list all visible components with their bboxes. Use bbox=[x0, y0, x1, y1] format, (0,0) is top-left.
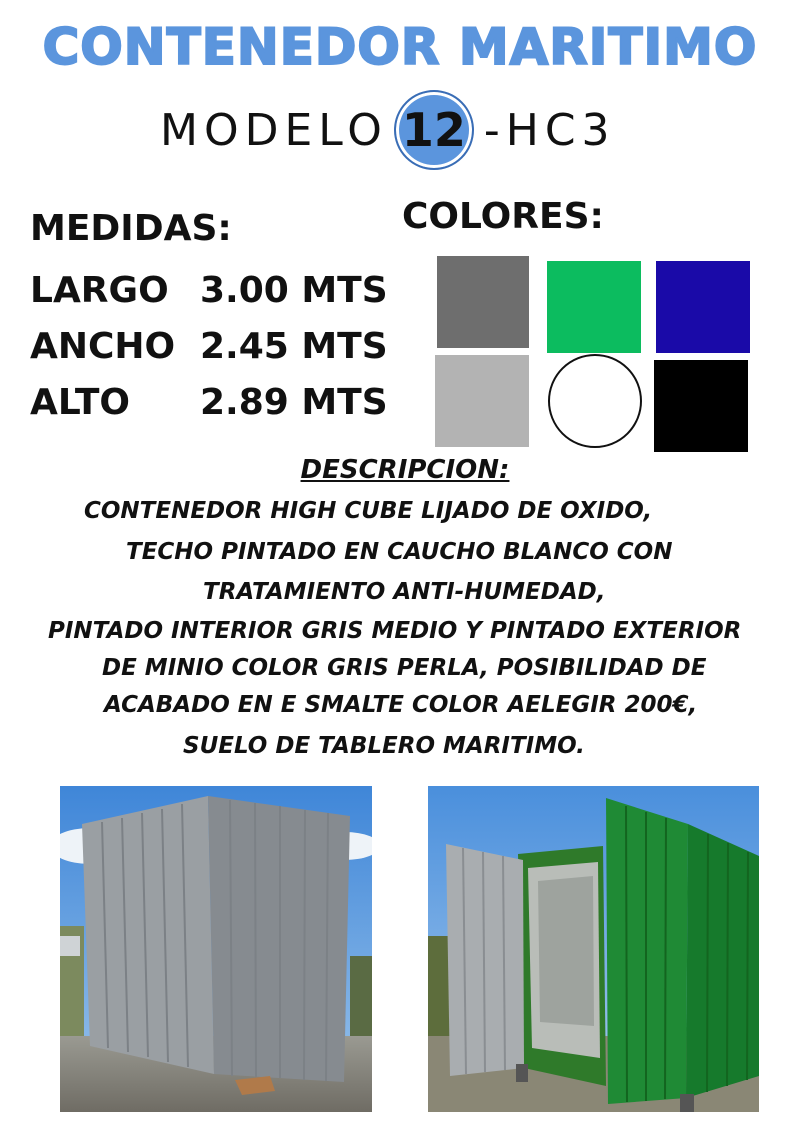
medidas-title: MEDIDAS: bbox=[30, 208, 232, 249]
colores-title: COLORES: bbox=[402, 196, 604, 237]
descripcion-line: SUELO DE TABLERO MARITIMO. bbox=[183, 733, 585, 759]
medida-row-largo bbox=[30, 270, 388, 311]
medida-label: ANCHO bbox=[30, 326, 176, 367]
descripcion-line: DE MINIO COLOR GRIS PERLA, POSIBILIDAD DE bbox=[102, 655, 707, 681]
medida-label: ALTO bbox=[30, 382, 131, 423]
descripcion-line: CONTENEDOR HIGH CUBE LIJADO DE OXIDO, bbox=[84, 498, 653, 524]
page-title: CONTENEDOR MARITIMO bbox=[42, 18, 758, 76]
descripcion-line: TRATAMIENTO ANTI-HUMEDAD, bbox=[203, 579, 606, 605]
descripcion-line: TECHO PINTADO EN CAUCHO BLANCO CON bbox=[126, 539, 673, 565]
medida-value: 2.45 MTS bbox=[200, 326, 388, 367]
modelo-number-badge: 12 bbox=[394, 90, 474, 170]
modelo-heading bbox=[160, 95, 616, 165]
color-swatch-green bbox=[547, 261, 641, 353]
medida-value: 3.00 MTS bbox=[200, 270, 388, 311]
descripcion-line: ACABADO EN E SMALTE COLOR AELEGIR 200€, bbox=[104, 692, 698, 718]
modelo-prefix: MODELO bbox=[160, 104, 388, 156]
medida-label: LARGO bbox=[30, 270, 169, 311]
color-swatch-blue bbox=[656, 261, 750, 353]
green-container-photo bbox=[428, 786, 759, 1112]
medida-value: 2.89 MTS bbox=[200, 382, 388, 423]
color-swatch-light-grey bbox=[435, 355, 529, 447]
descripcion-line: PINTADO INTERIOR GRIS MEDIO Y PINTADO EXTERIOR bbox=[48, 618, 742, 644]
color-swatch-white bbox=[548, 354, 642, 448]
medida-row-ancho bbox=[30, 326, 388, 367]
green-container-illustration bbox=[428, 786, 759, 1112]
descripcion-title: DESCRIPCION: bbox=[300, 455, 510, 485]
medida-row-alto bbox=[30, 382, 388, 423]
modelo-suffix: -HC3 bbox=[483, 104, 616, 156]
grey-container-photo bbox=[60, 786, 372, 1112]
color-swatch-dark-grey bbox=[437, 256, 529, 348]
grey-container-illustration bbox=[60, 786, 372, 1112]
color-swatch-black bbox=[654, 360, 748, 452]
